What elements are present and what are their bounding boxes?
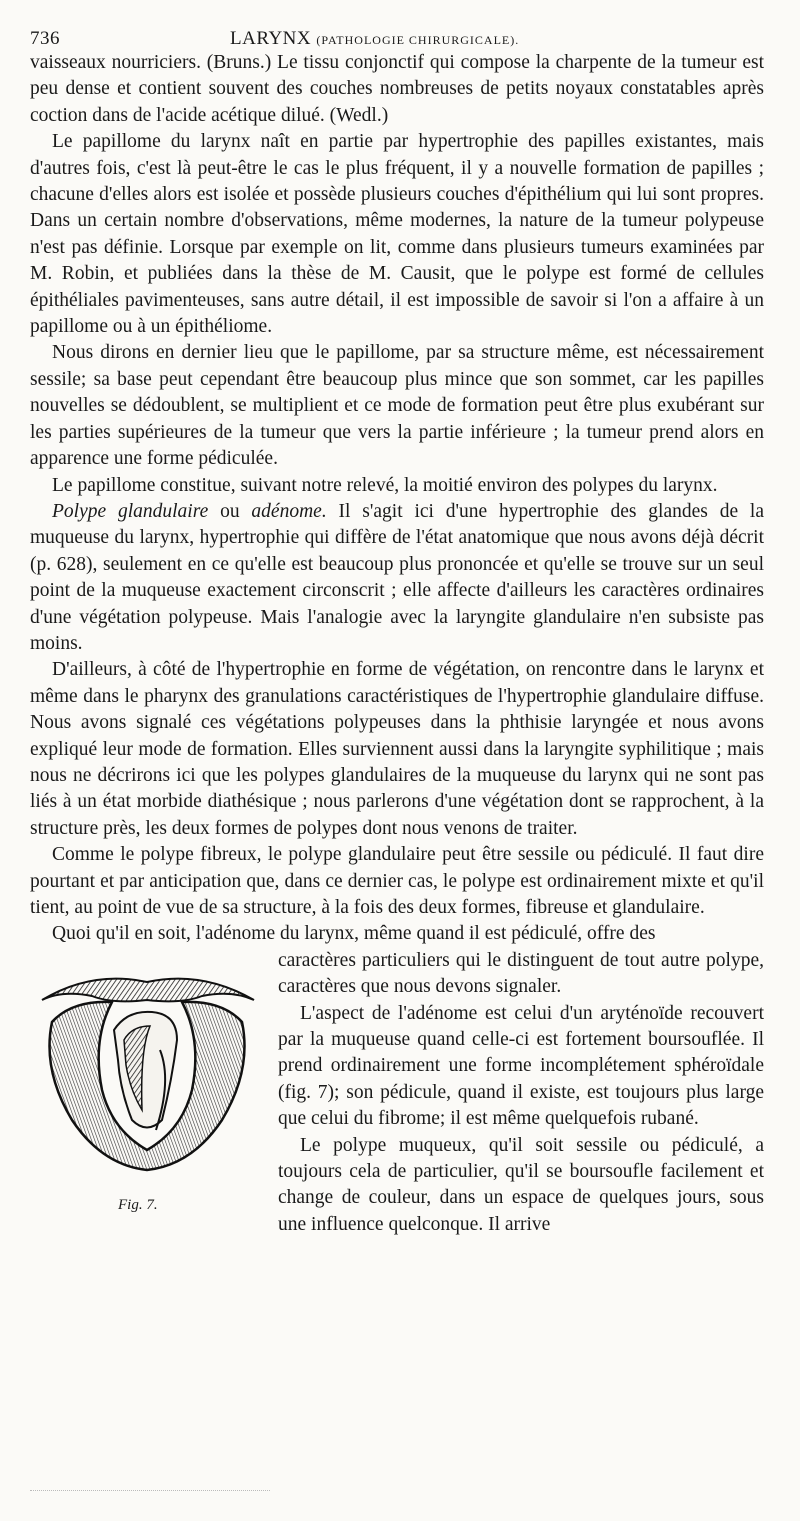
paragraph: Nous dirons en dernier lieu que le papillome, par sa structure même, est nécessairement sessile; sa base peut cependant être beaucoup plus mince que son sommet, car les papilles nouvelles se dédoublent, se multiplient et ce mode de formation peut être plus exubérant sur les parties supérieures de la tumeur que vers la partie inférieure ; la tumeur prend alors en apparence une forme pédiculée. <box>30 342 764 470</box>
paragraph-body: Il s'agit ici d'une hypertrophie des glandes de la muqueuse du larynx, hypertrophie qui diffère de l'état anatomique que nous avons déjà décrit (p. 628), seulement en ce qu'elle est beaucoup plus prononcée et qu'elle se trouve sur un seul point de la muqueuse exactement circonscrit ; elle affecte d'ailleurs les caractères ordinaires d'une végétation polypeuse. Mais l'analogie avec la laryngite glandulaire n'en subsiste pas moins. <box>30 500 765 654</box>
header-subtitle: (PATHOLOGIE CHIRURGICALE). <box>316 33 520 47</box>
paragraph: caractères particuliers qui le distinguent de tout autre polype, caractères que nous devons signaler. <box>278 949 764 998</box>
figure-7 <box>20 952 278 1220</box>
header-title: LARYNX <box>230 28 312 49</box>
paragraph: L'aspect de l'adénome est celui d'un aryténoïde recouvert par la muqueuse quand celle-ci est fortement boursouflée. Il prend ordinairement une forme incomplétement sphéroïdale (fig. 7); son pédicule, quand il existe, est toujours plus large que celui du fibrome; il est même quelquefois rubané. <box>278 1002 764 1130</box>
paragraph: D'ailleurs, à côté de l'hypertrophie en forme de végétation, on rencontre dans le larynx et même dans le pharynx des granulations caractéristiques de l'hypertrophie glandulaire diffuse. Nous avons signalé ces végétations polypeuses dans la phthisie laryngée et nous avons expliqué leur mode de formation. Elles surviennent aussi dans la laryngite syphilitique ; mais nous ne décrirons ici que les polypes glandulaires de la muqueuse du larynx qui ne sont pas liés à un état morbide diathésique ; nous parlerons d'une végétation dont se rapprochent, à la structure près, les deux formes de polypes dont nous venons de traiter. <box>30 659 764 839</box>
paragraph: Le papillome du larynx naît en partie par hypertrophie des papilles existantes, mais d'autres fois, c'est là peut-être le cas le plus fréquent, il y a nouvelle formation de papilles ; chacune d'elles alors est isolée et possède plusieurs couches d'épithélium qui lui sont propres. Dans un certain nombre d'observations, même modernes, la nature de la tumeur polypeuse n'est pas définie. Lorsque par exemple on lit, comme dans plusieurs tumeurs examinées par M. Robin, et publiées dans la thèse de M. Causit, que le polype est formé de cellules épithéliales pavimenteuses, sans autre détail, il est impossible de savoir si l'on a affaire à un papillome ou à un épithéliome. <box>30 131 764 338</box>
running-title <box>230 28 519 50</box>
body-text <box>30 50 764 1238</box>
paragraph-polype-glandulaire <box>30 499 764 657</box>
adenome-illustration <box>32 960 262 1180</box>
bottom-rule <box>30 1490 270 1493</box>
page <box>30 20 764 1238</box>
paragraph: Quoi qu'il en soit, l'adénome du larynx, même quand il est pédiculé, offre des <box>52 923 656 945</box>
running-header <box>30 20 764 50</box>
section-heading: Polype glandulaire <box>52 500 209 522</box>
paragraph: Comme le polype fibreux, le polype glandulaire peut être sessile ou pédiculé. Il faut dire pourtant et par anticipation que, dans ce dernier cas, le polype est ordinairement mixte et qu'il tient, au point de vue de sa structure, à la fois des deux formes, fibreuse et glandulaire. <box>30 844 764 918</box>
paragraph: vaisseaux nourriciers. (Bruns.) Le tissu conjonctif qui compose la charpente de la tumeur est peu dense et contient souvent des couches nombreuses de petits noyaux constatables après coction dans de l'acide acétique dilué. (Wedl.) <box>30 52 764 126</box>
section-heading-2: adénome. <box>251 500 327 522</box>
page-number: 736 <box>30 28 60 49</box>
figure-caption: Fig. 7. <box>118 1196 158 1213</box>
paragraph: Le papillome constitue, suivant notre relevé, la moitié environ des polypes du larynx. <box>52 474 718 496</box>
heading-connector: ou <box>208 500 252 522</box>
paragraph: Le polype muqueux, qu'il soit sessile ou pédiculé, a toujours cela de particulier, qu'il se boursoufle facilement et change de couleur, dans un espace de quelques jours, sous une influence quelconque. Il arrive <box>278 1134 764 1235</box>
